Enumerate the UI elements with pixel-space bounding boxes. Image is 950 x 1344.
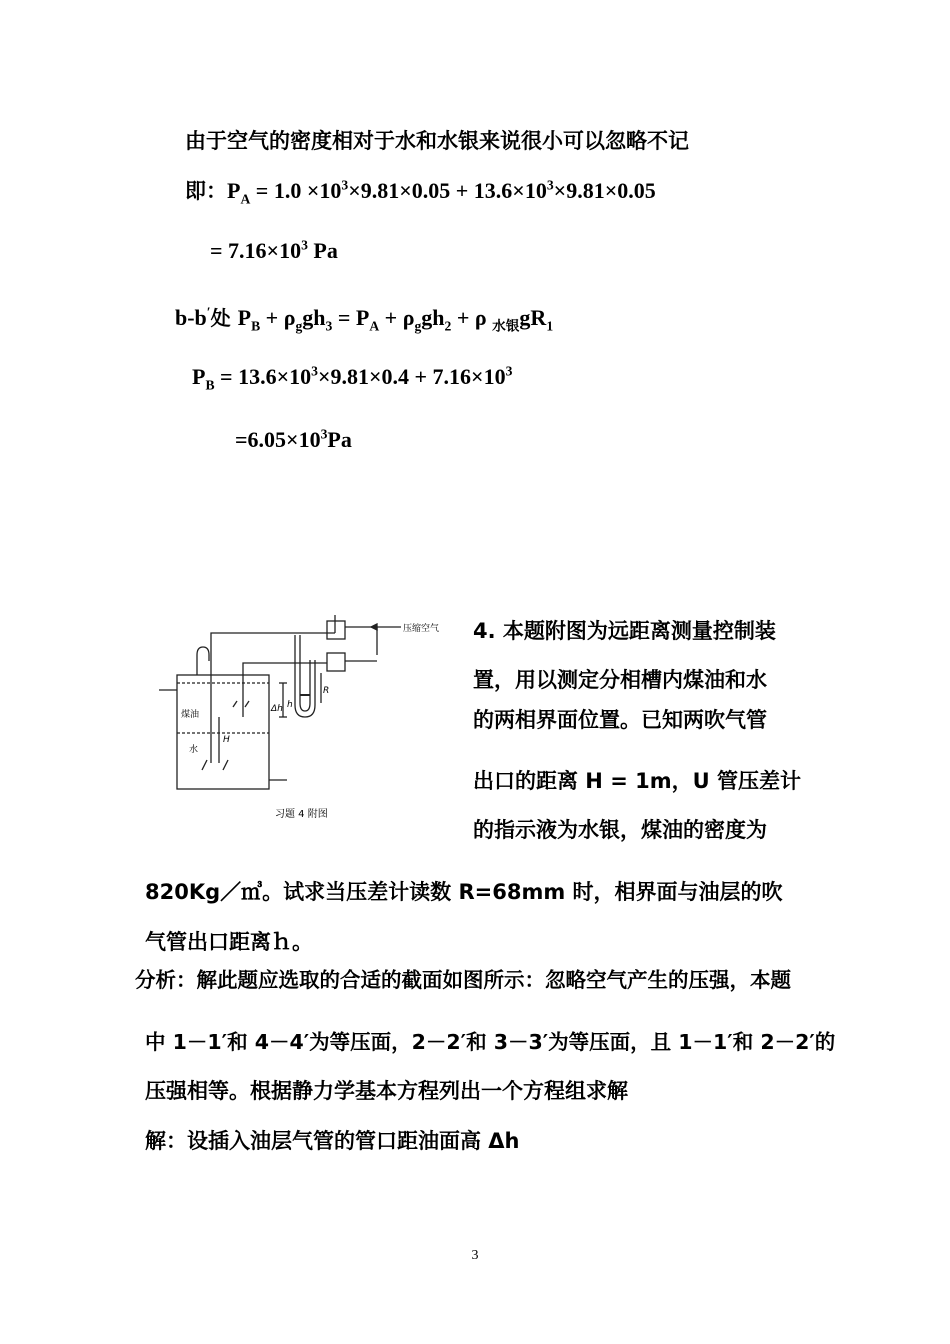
analysis-line-3: 压强相等。根据静力学基本方程列出一个方程组求解 [145, 1079, 628, 1103]
compressed-air-label: 压缩空气 [403, 624, 440, 634]
dh-label: Δh [271, 704, 283, 714]
kerosene-label: 煤油 [181, 710, 200, 720]
water-label: 水 [189, 745, 199, 755]
problem-line-6: 820Kg／㎥。试求当压差计读数 R=68mm 时，相界面与油层的吹 [145, 880, 783, 904]
equation-bb: b-b′处 $P_B + \rho_ggh_3 = P_A + \rho_ggh_2 + \rho$ $_{水银}gR_1$ [175, 304, 554, 335]
problem-line-2: 置，用以测定分相槽内煤油和水 [473, 668, 767, 692]
page-number: 3 [471, 1248, 479, 1263]
problem-line-5: 的指示液为水银，煤油的密度为 [473, 818, 767, 842]
h-label: h [287, 700, 293, 710]
apparatus-figure [145, 605, 460, 835]
tank [177, 675, 269, 789]
problem-line-1: 4. 本题附图为远距离测量控制装 [473, 619, 776, 643]
equation-pb-result: $=6.05\times 10^3Pa$ [235, 426, 352, 452]
analysis-line-1: 分析：解此题应选取的合适的截面如图所示：忽略空气产生的压强，本题 [135, 968, 791, 992]
equation-pa: 即：$P_A = 1.0 \times 10^3\times 9.81\times 0.05 + 13.6\times 10^3\times 9.81\times 0.05$ [185, 177, 656, 207]
problem-line-7: 气管出口距离ｈ。 [145, 930, 313, 954]
analysis-line-2: 中 1－1′和 4－4′为等压面，2－2′和 3－3′为等压面，且 1－1′和 2－2′的 [145, 1030, 836, 1054]
equation-pb: $P_B = 13.6\times 10^3\times 9.81\times 0.4 + 7.16\times 10^3$ [192, 363, 513, 393]
R-label: R [323, 686, 330, 696]
problem-line-3: 的两相界面位置。已知两吹气管 [473, 708, 767, 732]
equation-pa-result: = $7.16\times 10^3$ Pa [210, 237, 338, 263]
text-line-1: 由于空气的密度相对于水和水银来说很小可以忽略不记 [185, 129, 689, 153]
figure-caption: 习题 4 附图 [275, 809, 328, 820]
problem-line-4: 出口的距离 H = 1m，U 管压差计 [473, 769, 801, 793]
solution-line: 解：设插入油层气管的管口距油面高 Δh [145, 1129, 520, 1153]
H-label: H [223, 735, 230, 745]
